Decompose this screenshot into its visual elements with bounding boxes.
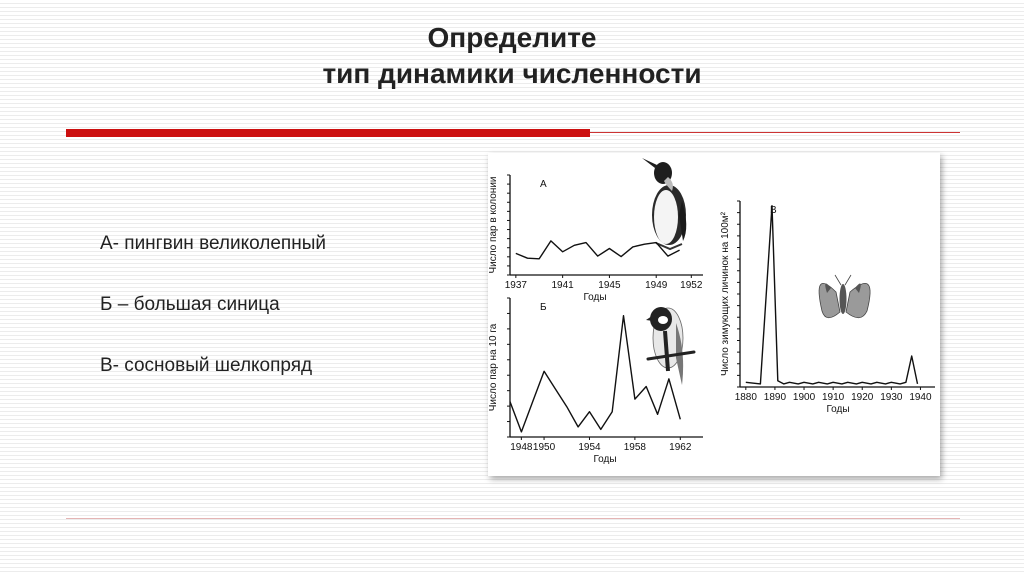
panel-letter: А (540, 179, 547, 190)
x-tick-label: 1920 (851, 392, 874, 403)
x-tick-label: 1910 (822, 392, 845, 403)
panel-letter: Б (540, 302, 547, 313)
charts-svg (488, 153, 940, 476)
figure-panel (488, 153, 940, 476)
y-axis-title: Число пар на 10 га (488, 323, 499, 412)
x-tick-label: 1952 (680, 280, 703, 291)
series-line (516, 241, 680, 259)
x-tick-label: 1940 (909, 392, 932, 403)
x-tick-label: 1954 (578, 442, 601, 453)
y-axis-title: Число пар в колонии (488, 176, 499, 274)
x-tick-label: 1950 (532, 442, 556, 453)
x-axis-title: Годы (826, 404, 850, 415)
great-tit-icon (646, 307, 694, 385)
y-axis-title: Число зимующих личинок на 100м² (720, 212, 731, 376)
x-tick-label: 1930 (880, 392, 903, 403)
x-tick-label: 1900 (792, 392, 816, 403)
x-axis-title: Годы (593, 454, 617, 465)
x-tick-label: 1941 (551, 280, 574, 291)
moth-icon (819, 275, 870, 318)
x-tick-label: 1949 (645, 280, 668, 291)
slide-title-line-1: Определите (427, 22, 597, 53)
slide-title (0, 20, 1024, 92)
x-tick-label: 1880 (734, 392, 757, 403)
thin-divider-top (590, 132, 960, 133)
x-tick-label: 1962 (669, 442, 692, 453)
slide-title-line-2: тип динамики численности (322, 58, 702, 89)
x-axis-title: Годы (583, 292, 607, 303)
thin-divider-bottom (66, 518, 960, 519)
answer-list (100, 228, 326, 411)
answer-a: А- пингвин великолепный (100, 233, 326, 254)
x-tick-label: 1945 (598, 280, 621, 291)
answer-c: В- сосновый шелкопряд (100, 355, 313, 376)
x-tick-label: 1948 (510, 442, 533, 453)
x-tick-label: 1958 (623, 442, 647, 453)
x-tick-label: 1890 (763, 392, 787, 403)
answer-b: Б – большая синица (100, 294, 280, 315)
panel-letter: В (770, 205, 777, 216)
penguin-icon (642, 158, 686, 249)
accent-divider (66, 129, 590, 137)
x-tick-label: 1937 (504, 280, 527, 291)
